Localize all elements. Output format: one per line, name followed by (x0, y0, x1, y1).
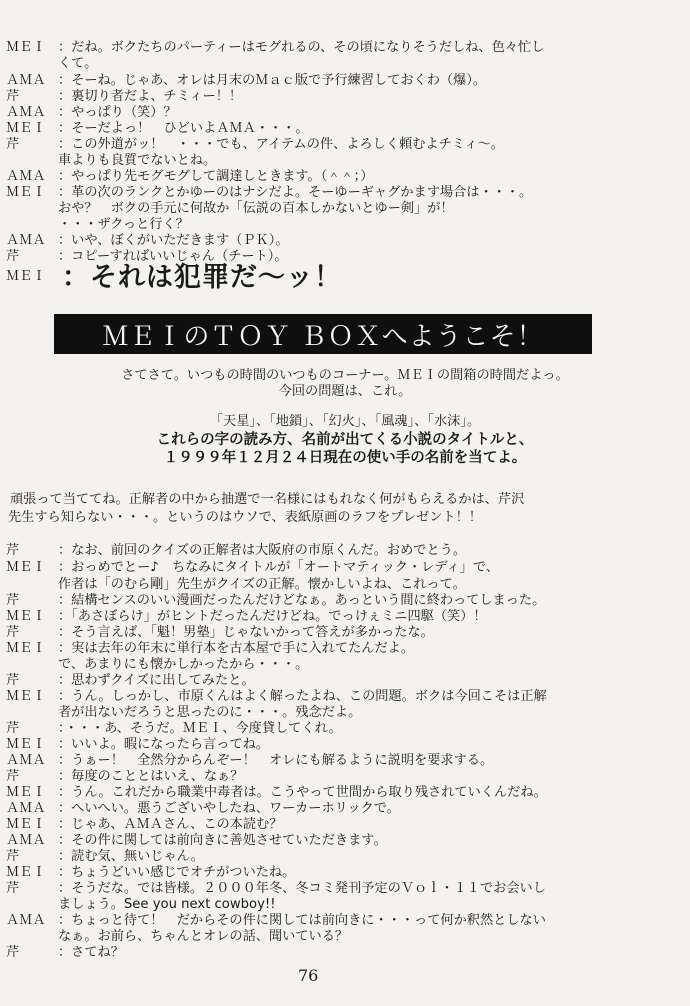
dialog-text: ：おっめでとー♪ ちなみにタイトルが「オートマティック・レディ」で、 (58, 560, 499, 575)
dialog-text: で、あまりにも懐かしかったから・・・。 (58, 657, 309, 672)
dialog-text: ：コピーすればいいじゃん（チート）。 (58, 249, 288, 264)
dialog-text: ：へいへい。悪うございやしたね、ワーカーホリックで。 (58, 801, 400, 816)
dialog-text: ：いいよ。暇になったら言ってね。 (58, 737, 269, 752)
dialog-text: ：思わずクイズに出してみたと。 (58, 673, 255, 688)
dialog-text: ：結構センスのいい漫画だったんだけどなぁ。あっという間に終わってしまった。 (58, 593, 546, 608)
dialog-text: ：ちょうどいい感じでオチがついたね。 (58, 865, 296, 880)
speaker-label: 芹 (6, 625, 20, 640)
speaker-label: 芹 (6, 249, 20, 264)
speaker-label: ＭＥＩ (6, 121, 46, 136)
dialog-text: ：じゃあ、ＡＭＡさん、この本読む？ (58, 817, 283, 832)
speaker-label: ＡＭＡ (6, 801, 46, 816)
speaker-label: 芹 (6, 849, 20, 864)
emphasis-line: ：それは犯罪だ～ッ！ (62, 262, 342, 293)
dialog-text: 作者は「のむら剛」先生がクイズの正解。懐かしいよね、これって。 (58, 577, 466, 592)
speaker-label: ＭＥＩ (6, 185, 46, 200)
prize-line-2: 先生すら知らない・・・。というのはウソで、表紙原画のラフをプレゼント！！ (8, 510, 482, 525)
quiz-line-2: これらの字の読み方、名前が出てくる小説のタイトルと、 (156, 432, 534, 448)
dialog-text: ：やっぱり先モグモグして調達しときます。（＾＾；） (58, 169, 374, 184)
speaker-label: ＭＥＩ (6, 560, 46, 575)
speaker-label: ＭＥＩ (6, 785, 46, 800)
dialog-text: ：そーだよっ！ ひどいよＡＭＡ・・・。 (58, 121, 309, 136)
dialog-text: ：ちょっと待て！ だからその件に関しては前向きに・・・って何か釈然としない (58, 913, 546, 928)
dialog-text: なぁ。お前ら、ちゃんとオレの話、聞いている？ (58, 929, 349, 944)
quiz-line-1: 「天星」、「地鎖」、「幻火」、「風魂」、「水沫」。 (209, 414, 481, 429)
speaker-label: 芹 (6, 721, 20, 736)
dialog-text: ：裏切り者だよ、チミィー！！ (58, 89, 243, 104)
dialog-text: おや？ ボクの手元に何故か「伝説の百本しかないとゆー剣」が！ (58, 201, 454, 216)
speaker-label: ＭＥＩ (6, 865, 46, 880)
speaker-label: 芹 (6, 543, 20, 558)
dialog-text: ：だね。ボクたちのパーティーはモグれるの、その頃になりそうだしね、色々忙し (58, 40, 545, 55)
dialog-text: ：・・・あ、そうだ。ＭＥＩ、今度貸してくれ。 (58, 721, 342, 736)
page-number: 76 (298, 966, 319, 985)
dialog-text: 車よりも良質でないとね。 (58, 153, 217, 168)
dialog-text: ：そうだな。では皆様。２０００年冬、冬コミ発刊予定のＶｏｌ・１１でお会いし (58, 881, 546, 896)
speaker-label: ＭＥＩ (6, 689, 46, 704)
speaker-label: 芹 (6, 593, 20, 608)
dialog-text: ：「あさぼらけ」がヒントだったんだけどね。でっけぇミニ四駆（笑）！ (58, 609, 487, 624)
quiz-line-3: １９９９年１２月２４日現在の使い手の名前を当てよ。 (163, 450, 527, 466)
dialog-text: ：この外道がッ！ ・・・でも、アイテムの件、よろしく頼むよチミィ～。 (58, 137, 504, 152)
speaker-label: 芹 (6, 881, 20, 896)
dialog-text: ：うぁー！ 全然分からんぞー！ オレにも解るように説明を要求する。 (58, 753, 494, 768)
speaker-label: ＡＭＡ (6, 913, 46, 928)
dialog-text: ：毎度のこととはいえ、なぁ？ (58, 769, 244, 784)
speaker-label: 芹 (6, 769, 20, 784)
dialog-text: ：そう言えば、「魁！男塾」じゃないかって答えが多かったな。 (58, 625, 434, 640)
speaker-label: 芹 (6, 137, 20, 152)
dialog-text: ：さてね？ (58, 945, 124, 960)
dialog-text: ：うん。しっかし、市原くんはよく解ったよね、この問題。ボクは今回こそは正解 (58, 689, 547, 704)
speaker-label: ＡＭＡ (6, 169, 46, 184)
speaker-label: 芹 (6, 89, 20, 104)
speaker-label: ＭＥＩ (6, 641, 46, 656)
speaker-label: ＡＭＡ (6, 105, 46, 120)
dialog-text: ：読む気、無いじゃん。 (58, 849, 204, 864)
section-banner: ＭＥＩのＴＯＹ ＢＯＸへようこそ！ (54, 314, 592, 354)
dialog-text: 者が出ないだろうと思ったのに・・・。残念だよ。 (58, 705, 362, 720)
dialog-text: ：うん。これだから職業中毒者は。こうやって世間から取り残されていくんだね。 (58, 785, 547, 800)
intro-line-1: さてさて。いつもの時間のいつものコーナー。ＭＥＩの間箱の時間だよっ。 (121, 368, 569, 383)
speaker-label: ＭＥＩ (6, 609, 46, 624)
dialog-text: くて。 (58, 56, 98, 71)
dialog-text: ：なお、前回のクイズの正解者は大阪府の市原くんだ。おめでとう。 (58, 543, 467, 558)
speaker-label: ＭＥＩ (6, 40, 46, 55)
dialog-text: ：そーね。じゃあ、オレは月末のＭａｃ版で予行練習しておくわ（爆）。 (58, 73, 487, 88)
speaker-label: ＭＥＩ (6, 817, 46, 832)
speaker-label: ＭＥＩ (6, 737, 46, 752)
dialog-text: ：やっぱり（笑）？ (58, 105, 177, 120)
prize-line-1: 頑張って当ててね。正解者の中から抽選で一名様にはもれなく何がもらえるかは、芹沢 (10, 492, 525, 507)
speaker-label: ＡＭＡ (6, 233, 46, 248)
dialog-text: ：革の次のランクとかゆーのはナシだよ。そーゆーギャグかます場合は・・・。 (58, 185, 533, 200)
dialog-text: ：その件に関しては前向きに善処させていただきます。 (58, 833, 387, 848)
speaker-label: 芹 (6, 945, 20, 960)
speaker-label: 芹 (6, 673, 20, 688)
speaker-label: ＡＭＡ (6, 753, 46, 768)
speaker-label: ＡＭＡ (6, 833, 46, 848)
dialog-text: ：実は去年の年末に単行本を古本屋で手に入れてたんだよ。 (58, 641, 415, 656)
dialog-text: ましょう。See you next cowboy!! (58, 897, 276, 912)
dialog-text: ：いや、ぼくがいただきます（ＰＫ）。 (58, 233, 289, 248)
dialog-text: ・・・ザクっと行く？ (58, 217, 189, 232)
speaker-label: ＭＥＩ (6, 269, 46, 284)
speaker-label: ＡＭＡ (6, 73, 46, 88)
intro-line-2: 今回の問題は、これ。 (278, 384, 412, 399)
